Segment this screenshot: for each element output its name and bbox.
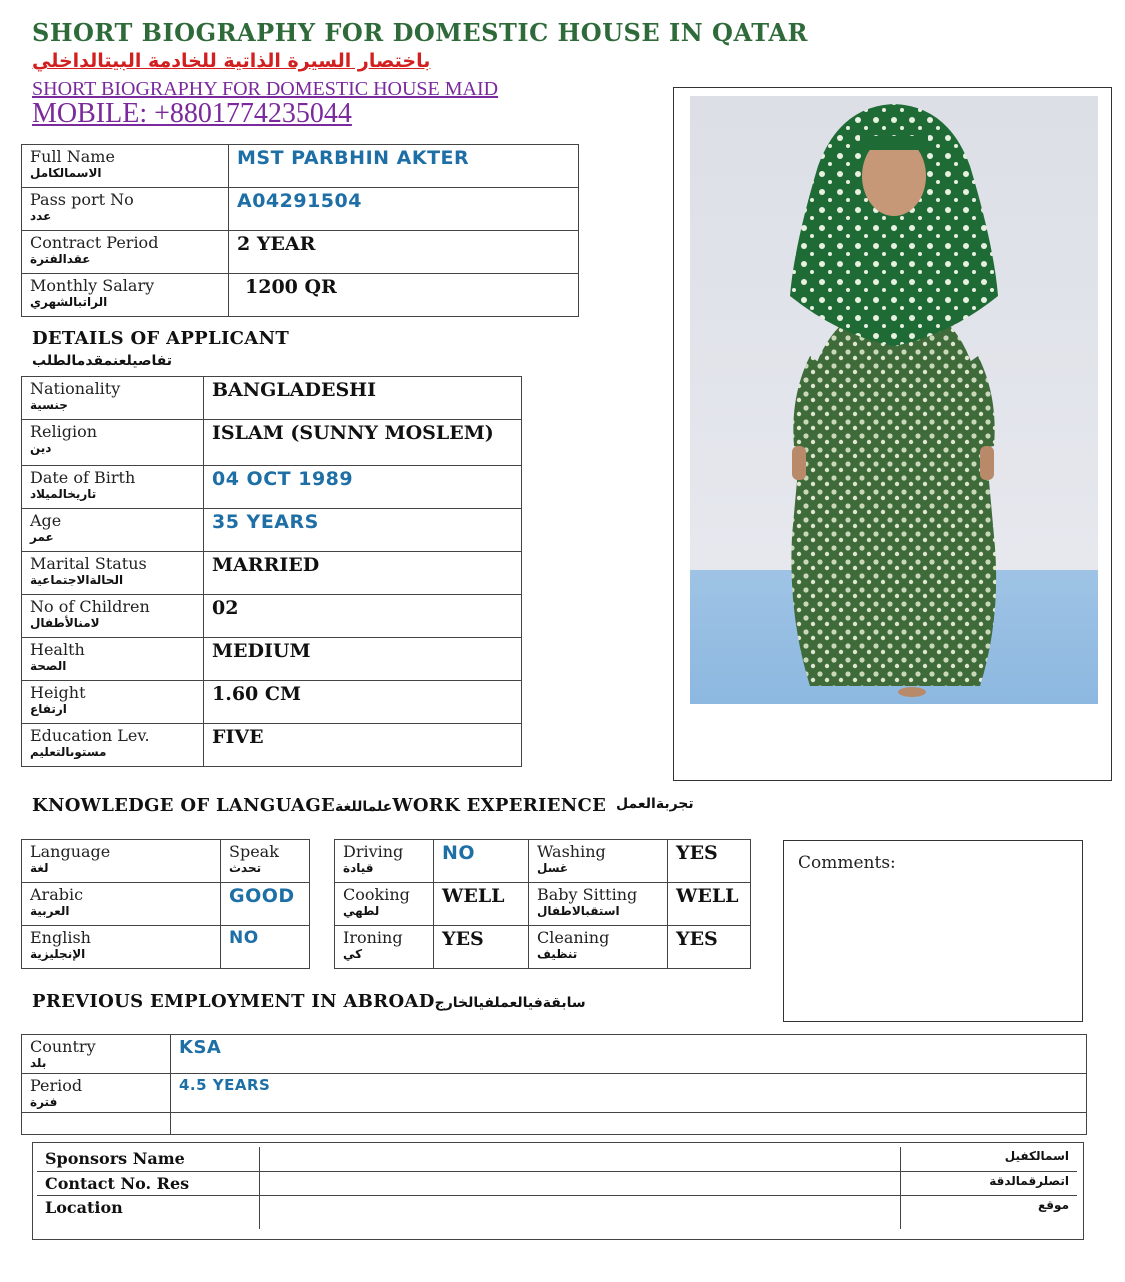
applicant-figure-icon — [690, 96, 1098, 704]
children-value: 02 — [212, 597, 239, 619]
field-label: Cooking — [343, 885, 410, 904]
passport-value: A04291504 — [237, 190, 362, 212]
nationality-value: BANGLADESHI — [212, 379, 377, 401]
field-label-arabic: فترة — [30, 1095, 58, 1109]
field-label-arabic: تاريخالميلاد — [30, 487, 97, 501]
arabic-level-value: GOOD — [229, 885, 295, 907]
language-heading — [32, 795, 606, 816]
details-table — [21, 376, 522, 767]
previous-heading-arabic: سابقةفيالعملفيالخارج — [434, 995, 586, 1011]
field-label: Washing — [537, 842, 606, 861]
table-row — [22, 509, 522, 552]
table-row — [335, 840, 751, 883]
field-label: Height — [30, 683, 86, 702]
field-label: Marital Status — [30, 554, 147, 573]
driving-value: NO — [442, 842, 476, 864]
language-heading-arabic: علماللغة — [335, 799, 393, 815]
field-label-arabic: كي — [343, 947, 363, 961]
cleaning-value: YES — [676, 928, 718, 950]
table-row — [22, 1113, 1087, 1135]
field-label: Contract Period — [30, 233, 159, 252]
field-label: No of Children — [30, 597, 150, 616]
table-row — [22, 552, 522, 595]
field-label: Age — [30, 511, 62, 530]
health-value: MEDIUM — [212, 640, 311, 662]
table-row — [22, 377, 522, 420]
field-label-arabic: لامنالأطفال — [30, 616, 100, 630]
field-label: Nationality — [30, 379, 121, 398]
table-row — [37, 1147, 1077, 1171]
field-label-arabic: عمر — [30, 530, 54, 544]
field-label-arabic: استقبالاطفال — [537, 904, 620, 918]
table-row — [22, 420, 522, 466]
field-label-arabic: مستوىالتعليم — [30, 745, 107, 759]
previous-employment-table — [21, 1034, 1087, 1135]
work-heading-text: WORK EXPERIENCE — [392, 795, 607, 816]
religion-value: ISLAM (SUNNY MOSLEM) — [212, 422, 494, 444]
table-row — [22, 145, 579, 188]
field-label-arabic: لغة — [30, 861, 49, 875]
table-row — [37, 1195, 1077, 1229]
details-heading-arabic: تفاصيلعنمقدمالطلب — [32, 353, 173, 369]
field-label-arabic: عقدالفترة — [30, 252, 91, 266]
work-experience-table — [334, 839, 751, 969]
field-label-arabic: قيادة — [343, 861, 374, 875]
page-subtitle: SHORT BIOGRAPHY FOR DOMESTIC HOUSE MAID — [32, 78, 499, 100]
page-title: SHORT BIOGRAPHY FOR DOMESTIC HOUSE IN QATAR — [32, 18, 808, 47]
baby-sitting-value: WELL — [676, 885, 739, 907]
previous-employment-heading — [32, 991, 586, 1012]
table-row — [22, 274, 579, 317]
details-heading: DETAILS OF APPLICANT — [32, 328, 290, 349]
country-value: KSA — [179, 1037, 222, 1058]
field-label-arabic: الاسمالكامل — [30, 166, 102, 180]
contract-table — [21, 144, 579, 317]
field-label-arabic: العربية — [30, 904, 70, 918]
table-row — [22, 926, 310, 969]
washing-value: YES — [676, 842, 718, 864]
salary-value: 1200 QR — [245, 276, 337, 298]
field-label-arabic: ارتفاع — [30, 702, 67, 716]
field-label-arabic: عدد — [30, 209, 52, 223]
age-value: 35 YEARS — [212, 511, 319, 533]
table-row — [22, 1035, 1087, 1074]
comments-label: Comments: — [798, 853, 896, 873]
field-label: Cleaning — [537, 928, 610, 947]
applicant-photo — [690, 96, 1098, 704]
field-label: Full Name — [30, 147, 115, 166]
field-label-arabic: الإنجليزية — [30, 947, 86, 961]
field-label-arabic: غسل — [537, 861, 569, 875]
contact-arabic: اتصلرقمالدقة — [989, 1173, 1069, 1188]
field-label: Language — [30, 842, 111, 861]
field-label: Religion — [30, 422, 98, 441]
field-label-arabic: لطهي — [343, 904, 380, 918]
applicant-photo-frame — [673, 87, 1112, 781]
table-row — [22, 883, 310, 926]
table-row — [22, 231, 579, 274]
field-label: English — [30, 928, 91, 947]
field-label-arabic: الصحة — [30, 659, 67, 673]
field-label: Monthly Salary — [30, 276, 155, 295]
table-row — [22, 1074, 1087, 1113]
table-row — [22, 681, 522, 724]
field-label: Driving — [343, 842, 404, 861]
education-value: FIVE — [212, 726, 264, 748]
location-arabic: موقع — [1037, 1197, 1069, 1212]
field-label-arabic: دين — [30, 441, 52, 455]
sponsor-box — [32, 1142, 1084, 1240]
table-row — [22, 638, 522, 681]
field-label: Health — [30, 640, 85, 659]
period-value: 4.5 YEARS — [179, 1076, 271, 1094]
field-label: Date of Birth — [30, 468, 136, 487]
sponsor-table — [37, 1147, 1077, 1229]
field-label: Period — [30, 1076, 83, 1095]
sponsor-name-label: Sponsors Name — [45, 1149, 185, 1168]
marital-value: MARRIED — [212, 554, 320, 576]
location-label: Location — [45, 1197, 123, 1217]
table-row — [22, 595, 522, 638]
field-label: Country — [30, 1037, 96, 1056]
field-label-arabic: بلد — [30, 1056, 47, 1070]
height-value: 1.60 CM — [212, 683, 302, 705]
field-label-arabic: الحالةالاجتماعية — [30, 573, 124, 587]
full-name-value: MST PARBHIN AKTER — [237, 147, 470, 169]
sponsor-name-arabic: اسمالكفيل — [1004, 1149, 1069, 1163]
field-label-arabic: جنسية — [30, 398, 68, 412]
table-row — [22, 466, 522, 509]
ironing-value: YES — [442, 928, 484, 950]
speak-header: Speak — [229, 842, 279, 861]
arabic-title: باختصار السيرة الذاتية للخادمة البيتالداخلي — [32, 50, 431, 72]
language-heading-text: KNOWLEDGE OF LANGUAGE — [32, 795, 336, 816]
field-label: Baby Sitting — [537, 885, 638, 904]
field-label: Ironing — [343, 928, 403, 947]
dob-value: 04 OCT 1989 — [212, 468, 354, 490]
field-label: Pass port No — [30, 190, 134, 209]
previous-heading-text: PREVIOUS EMPLOYMENT IN ABROAD — [32, 991, 435, 1012]
cooking-value: WELL — [442, 885, 505, 907]
english-level-value: NO — [229, 928, 259, 948]
table-row — [22, 840, 310, 883]
table-row — [335, 883, 751, 926]
speak-header-arabic: تحدث — [229, 861, 262, 875]
table-row — [22, 724, 522, 767]
table-row — [22, 188, 579, 231]
field-label-arabic: تنظيف — [537, 947, 578, 961]
contract-period-value: 2 YEAR — [237, 233, 316, 255]
work-heading-arabic: تجربةالعمل — [616, 796, 694, 812]
field-label: Education Lev. — [30, 726, 150, 745]
contact-label: Contact No. Res — [45, 1173, 190, 1193]
mobile-number: MOBILE: +8801774235044 — [32, 98, 352, 129]
table-row — [37, 1171, 1077, 1195]
language-table — [21, 839, 310, 969]
field-label-arabic: الراتبالشهري — [30, 295, 108, 309]
comments-box — [783, 840, 1083, 1022]
field-label: Arabic — [30, 885, 84, 904]
table-row — [335, 926, 751, 969]
